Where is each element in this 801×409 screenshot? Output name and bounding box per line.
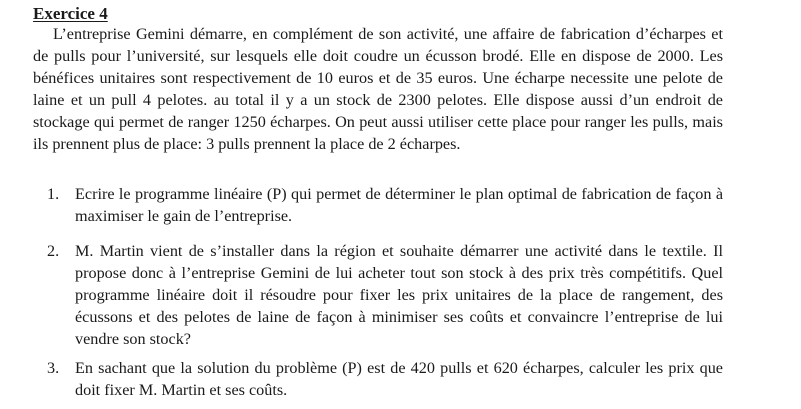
- question-item-3: [47, 357, 723, 401]
- exercise-title: Exercice 4: [33, 4, 108, 23]
- exercise-intro-paragraph: L’entreprise Gemini démarre, en complément de son activité, une affaire de fabrication d’écharpes et de pulls pour l’université, sur lesquels elle doit coudre un écusson brodé. Elle en dispose de 2000. Les bénéfices unitaires sont respectivement de 10 euros et de 35 euros. Une écharpe necessite une pelote de laine et un pull 4 pelotes. au total il y a un stock de 2300 pelotes. Elle dispose aussi d’un endroit de stockage qui permet de ranger 1250 écharpes. On peut aussi utiliser cette place pour ranger les pulls, mais ils prennent plus de place: 3 pulls prennent la place de 2 écharpes.: [33, 25, 723, 153]
- question-item-2: [47, 240, 723, 350]
- question-number: 2.: [47, 242, 60, 260]
- question-number: 3.: [47, 359, 60, 377]
- question-number: 1.: [47, 185, 60, 203]
- question-text: M. Martin vient de s’installer dans la région et souhaite démarrer une activité dans le textile. Il propose donc à l’entreprise Gemini de lui acheter tout son stock à des prix très compétitifs. Quel programme linéaire doit il résoudre pour fixer les prix unitaires de la place de rangement, des écussons et des pelotes de laine de façon à minimiser ses coûts et convaincre l’entreprise de lui vendre son stock?: [75, 242, 723, 348]
- question-item-1: [47, 183, 723, 227]
- question-text: Ecrire le programme linéaire (P) qui permet de déterminer le plan optimal de fabrication de façon à maximiser le gain de l’entreprise.: [75, 185, 723, 225]
- question-text: En sachant que la solution du problème (P) est de 420 pulls et 620 écharpes, calculer les prix que doit fixer M. Martin et ses coûts.: [75, 359, 723, 399]
